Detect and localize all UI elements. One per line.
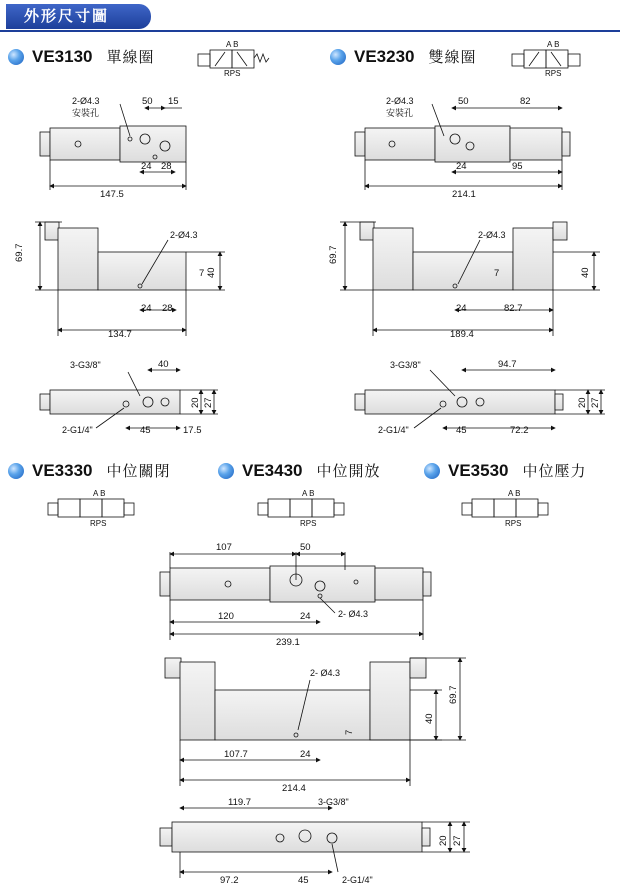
- dim-label: 3-G3/8": [318, 797, 349, 807]
- dim-label: 27: [203, 397, 214, 408]
- dim-label: 3-G3/8": [390, 360, 421, 370]
- ve3230-side-view: [340, 222, 600, 336]
- dim-label: 17.5: [183, 425, 202, 436]
- ve3130-top-view: [40, 104, 186, 190]
- dim-label: 24: [456, 161, 467, 172]
- dim-label: 95: [512, 161, 523, 172]
- dim-label: 69.7: [448, 685, 459, 704]
- dim-label: 50: [458, 96, 469, 107]
- symbol-bottom-ports: RPS: [224, 69, 241, 78]
- model-name: VE3530: [448, 460, 509, 480]
- dim-label: 214.1: [452, 189, 476, 200]
- dim-label: 27: [452, 835, 463, 846]
- dim-label: 2- Ø4.3: [338, 609, 369, 619]
- model-name: VE3430: [242, 460, 303, 480]
- dim-label: 40: [158, 359, 169, 370]
- dim-label: 40: [424, 713, 435, 724]
- model-name: VE3230: [354, 46, 415, 66]
- dim-label: 28: [161, 161, 172, 172]
- symbol-single-solenoid: [198, 40, 269, 78]
- dim-label: 2-Ø4.3: [386, 96, 414, 106]
- model-desc: 中位關閉: [106, 463, 171, 480]
- symbol-top-ports: A B: [226, 40, 239, 49]
- dim-label: 24: [300, 611, 311, 622]
- dim-label: 69.7: [14, 243, 25, 262]
- symbol-top-ports: A B: [547, 40, 560, 49]
- dim-label: 134.7: [108, 329, 132, 340]
- symbol-double-solenoid: [512, 40, 580, 78]
- dim-label: 24: [141, 161, 152, 172]
- dim-label: 20: [190, 397, 201, 408]
- dim-label: 40: [206, 267, 217, 278]
- dim-label: 147.5: [100, 189, 124, 200]
- section-title: 外形尺寸圖: [24, 8, 110, 25]
- ve3x30-bottom-view: [160, 808, 470, 878]
- dim-label: 82: [520, 96, 531, 107]
- dim-label: 50: [300, 542, 311, 553]
- dim-label: 2-G1/4": [342, 875, 373, 885]
- dim-label: 214.4: [282, 783, 306, 794]
- model-name: VE3330: [32, 460, 93, 480]
- dim-label: 27: [590, 397, 601, 408]
- dim-label: 3-G3/8": [70, 360, 101, 370]
- dim-label: 7: [494, 268, 500, 279]
- symbol-top-ports: A B: [508, 489, 521, 498]
- dim-label: 2-G1/4": [62, 425, 93, 435]
- dim-label: 2- Ø4.3: [310, 668, 341, 678]
- dim-label: 45: [140, 425, 151, 436]
- dim-label: 安裝孔: [72, 108, 100, 118]
- dim-label: 2-Ø4.3: [478, 230, 506, 240]
- dim-label: 安裝孔: [386, 108, 414, 118]
- dim-label: 97.2: [220, 875, 239, 886]
- ve3x30-top-view: [160, 552, 431, 640]
- ve3230-bottom-view: [355, 370, 605, 428]
- dim-label: 7: [344, 729, 355, 735]
- symbol-top-ports: A B: [93, 489, 106, 498]
- symbol-bottom-ports: RPS: [505, 519, 522, 528]
- symbol-top-ports: A B: [302, 489, 315, 498]
- dim-label: 107: [216, 542, 232, 553]
- dim-label: 82.7: [504, 303, 523, 314]
- dim-label: 40: [580, 267, 591, 278]
- dim-label: 120: [218, 611, 234, 622]
- symbol-center-pressure: [462, 489, 548, 528]
- symbol-bottom-ports: RPS: [545, 69, 562, 78]
- dim-label: 189.4: [450, 329, 474, 340]
- dim-label: 69.7: [328, 245, 339, 264]
- dim-label: 94.7: [498, 359, 517, 370]
- dim-label: 2-Ø4.3: [170, 230, 198, 240]
- symbol-center-closed: [48, 489, 134, 528]
- dim-label: 72.2: [510, 425, 529, 436]
- dim-label: 7: [199, 268, 205, 279]
- symbol-center-open: [258, 489, 344, 528]
- dim-label: 28: [162, 303, 173, 314]
- model-desc: 中位壓力: [522, 463, 587, 480]
- dim-label: 45: [456, 425, 467, 436]
- model-name: VE3130: [32, 46, 93, 66]
- dim-label: 24: [300, 749, 311, 760]
- dim-label: 24: [141, 303, 152, 314]
- model-desc: 單線圈: [106, 49, 155, 66]
- dim-label: 15: [168, 96, 179, 107]
- dim-label: 239.1: [276, 637, 300, 648]
- dim-label: 107.7: [224, 749, 248, 760]
- dim-label: 2-G1/4": [378, 425, 409, 435]
- dim-label: 2-Ø4.3: [72, 96, 100, 106]
- dim-label: 50: [142, 96, 153, 107]
- dim-label: 45: [298, 875, 309, 886]
- symbol-bottom-ports: RPS: [90, 519, 107, 528]
- dim-label: 24: [456, 303, 467, 314]
- dim-label: 20: [438, 835, 449, 846]
- dim-label: 119.7: [228, 797, 252, 808]
- symbol-bottom-ports: RPS: [300, 519, 317, 528]
- model-desc: 中位開放: [316, 463, 381, 480]
- dim-label: 20: [577, 397, 588, 408]
- model-desc: 雙線圈: [428, 49, 477, 66]
